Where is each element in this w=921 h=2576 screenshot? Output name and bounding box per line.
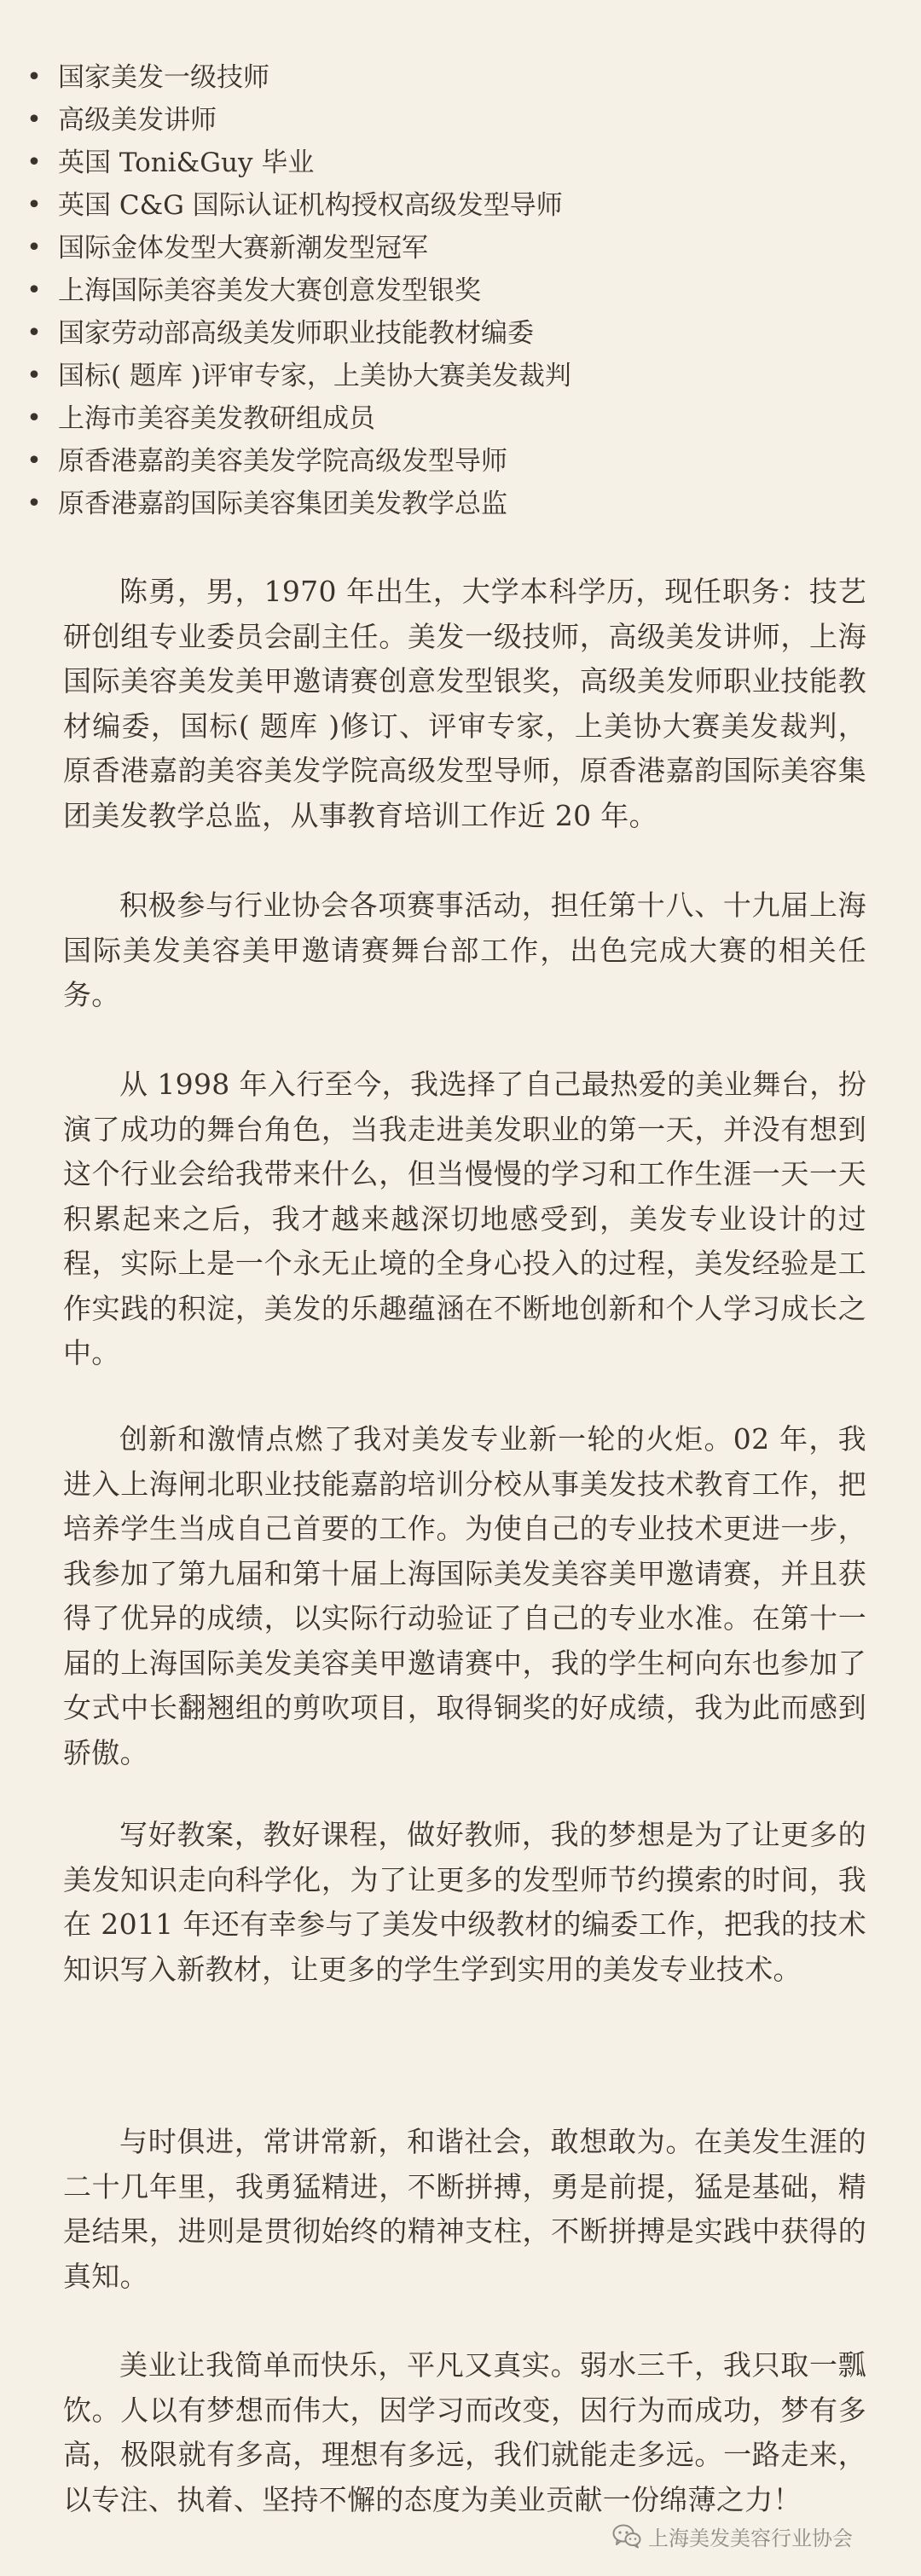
bullet-dot: • <box>26 403 42 433</box>
list-item <box>20 397 873 440</box>
credentials-list <box>20 56 873 525</box>
watermark <box>612 2519 853 2553</box>
list-item-text: 国标( 题库 )评审专家，上美协大赛美发裁判 <box>58 361 571 391</box>
list-item <box>20 269 873 312</box>
bullet-dot: • <box>26 275 42 305</box>
list-item <box>20 142 873 184</box>
paragraph-closing: 美业让我简单而快乐，平凡又真实。弱水三千，我只取一瓢饮。人以有梦想而伟大，因学习而改变，因行为而成功，梦有多高，极限就有多高，理想有多远，我们就能走多远。一路走来，以专注、执着、坚持不懈的态度为美业贡献一份绵薄之力！ <box>63 2348 866 2516</box>
list-item-text: 原香港嘉韵国际美容集团美发教学总监 <box>58 489 507 519</box>
bullet-dot: • <box>26 62 42 92</box>
list-item-text: 上海国际美容美发大赛创意发型银奖 <box>58 275 481 306</box>
bullet-dot: • <box>26 489 42 518</box>
list-item <box>20 355 873 397</box>
paragraph-bio: 陈勇，男，1970 年出生，大学本科学历，现任职务：技艺研创组专业委员会副主任。美发一级技师，高级美发讲师，上海国际美容美发美甲邀请赛创意发型银奖，高级美发师职业技能教材编委，国标( 题库 )修订、评审专家，上美协大赛美发裁判，原香港嘉韵美容美发学院高级发型导师，原香港嘉韵国际美容集团美发教学总监，从事教育培训工作近 20 年。 <box>63 575 866 832</box>
list-item <box>20 184 873 227</box>
bullet-dot: • <box>26 105 42 135</box>
list-item-text: 英国 Toni&Guy 毕业 <box>58 148 315 178</box>
list-item <box>20 227 873 269</box>
bullet-dot: • <box>26 361 42 391</box>
list-item-text: 国家劳动部高级美发师职业技能教材编委 <box>58 318 534 349</box>
list-item <box>20 312 873 355</box>
list-item <box>20 56 873 99</box>
list-item <box>20 440 873 483</box>
wechat-icon <box>612 2523 641 2549</box>
bullet-dot: • <box>26 446 42 476</box>
list-item <box>20 483 873 525</box>
list-item-text: 上海市美容美发教研组成员 <box>58 403 375 434</box>
paragraph-textbook: 写好教案，教好课程，做好教师，我的梦想是为了让更多的美发知识走向科学化，为了让更多的发型师节约摸索的时间，我在 2011 年还有幸参与了美发中级教材的编委工作，把我的技术知识写入新教材，让更多的学生学到实用的美发专业技术。 <box>63 1818 866 1986</box>
list-item-text: 高级美发讲师 <box>58 105 217 136</box>
paragraph-career-start: 从 1998 年入行至今，我选择了自己最热爱的美业舞台，扮演了成功的舞台角色，当我走进美发职业的第一天，并没有想到这个行业会给我带来什么，但当慢慢的学习和工作生涯一天一天积累起来之后，我才越来越深切地感受到，美发专业设计的过程，实际上是一个永无止境的全身心投入的过程，美发经验是工作实践的积淀，美发的乐趣蕴涵在不断地创新和个人学习成长之中。 <box>63 1068 866 1369</box>
list-item-text: 英国 C&G 国际认证机构授权高级发型导师 <box>58 190 563 221</box>
list-item <box>20 99 873 142</box>
paragraph-motto: 与时俱进，常讲常新，和谐社会，敢想敢为。在美发生涯的二十几年里，我勇猛精进，不断拼搏，勇是前提，猛是基础，精是结果，进则是贯彻始终的精神支柱，不断拼搏是实践中获得的真知。 <box>63 2125 866 2293</box>
list-item-text: 国家美发一级技师 <box>58 62 269 93</box>
bullet-dot: • <box>26 190 42 220</box>
bullet-dot: • <box>26 233 42 263</box>
bullet-dot: • <box>26 318 42 348</box>
watermark-text: 上海美发美容行业协会 <box>648 2526 853 2550</box>
paragraph-association-work: 积极参与行业协会各项赛事活动，担任第十八、十九届上海国际美发美容美甲邀请赛舞台部工作，出色完成大赛的相关任务。 <box>63 889 866 1011</box>
bullet-dot: • <box>26 148 42 177</box>
paragraph-teaching: 创新和激情点燃了我对美发专业新一轮的火炬。02 年，我进入上海闸北职业技能嘉韵培训分校从事美发技术教育工作，把培养学生当成自己首要的工作。为使自己的专业技术更进一步，我参加了第九届和第十届上海国际美发美容美甲邀请赛，并且获得了优异的成绩，以实际行动验证了自己的专业水准。在第十一届的上海国际美发美容美甲邀请赛中，我的学生柯向东也参加了女式中长翻翘组的剪吹项目，取得铜奖的好成绩，我为此而感到骄傲。 <box>63 1422 866 1769</box>
list-item-text: 原香港嘉韵美容美发学院高级发型导师 <box>58 446 507 477</box>
list-item-text: 国际金体发型大赛新潮发型冠军 <box>58 233 428 263</box>
